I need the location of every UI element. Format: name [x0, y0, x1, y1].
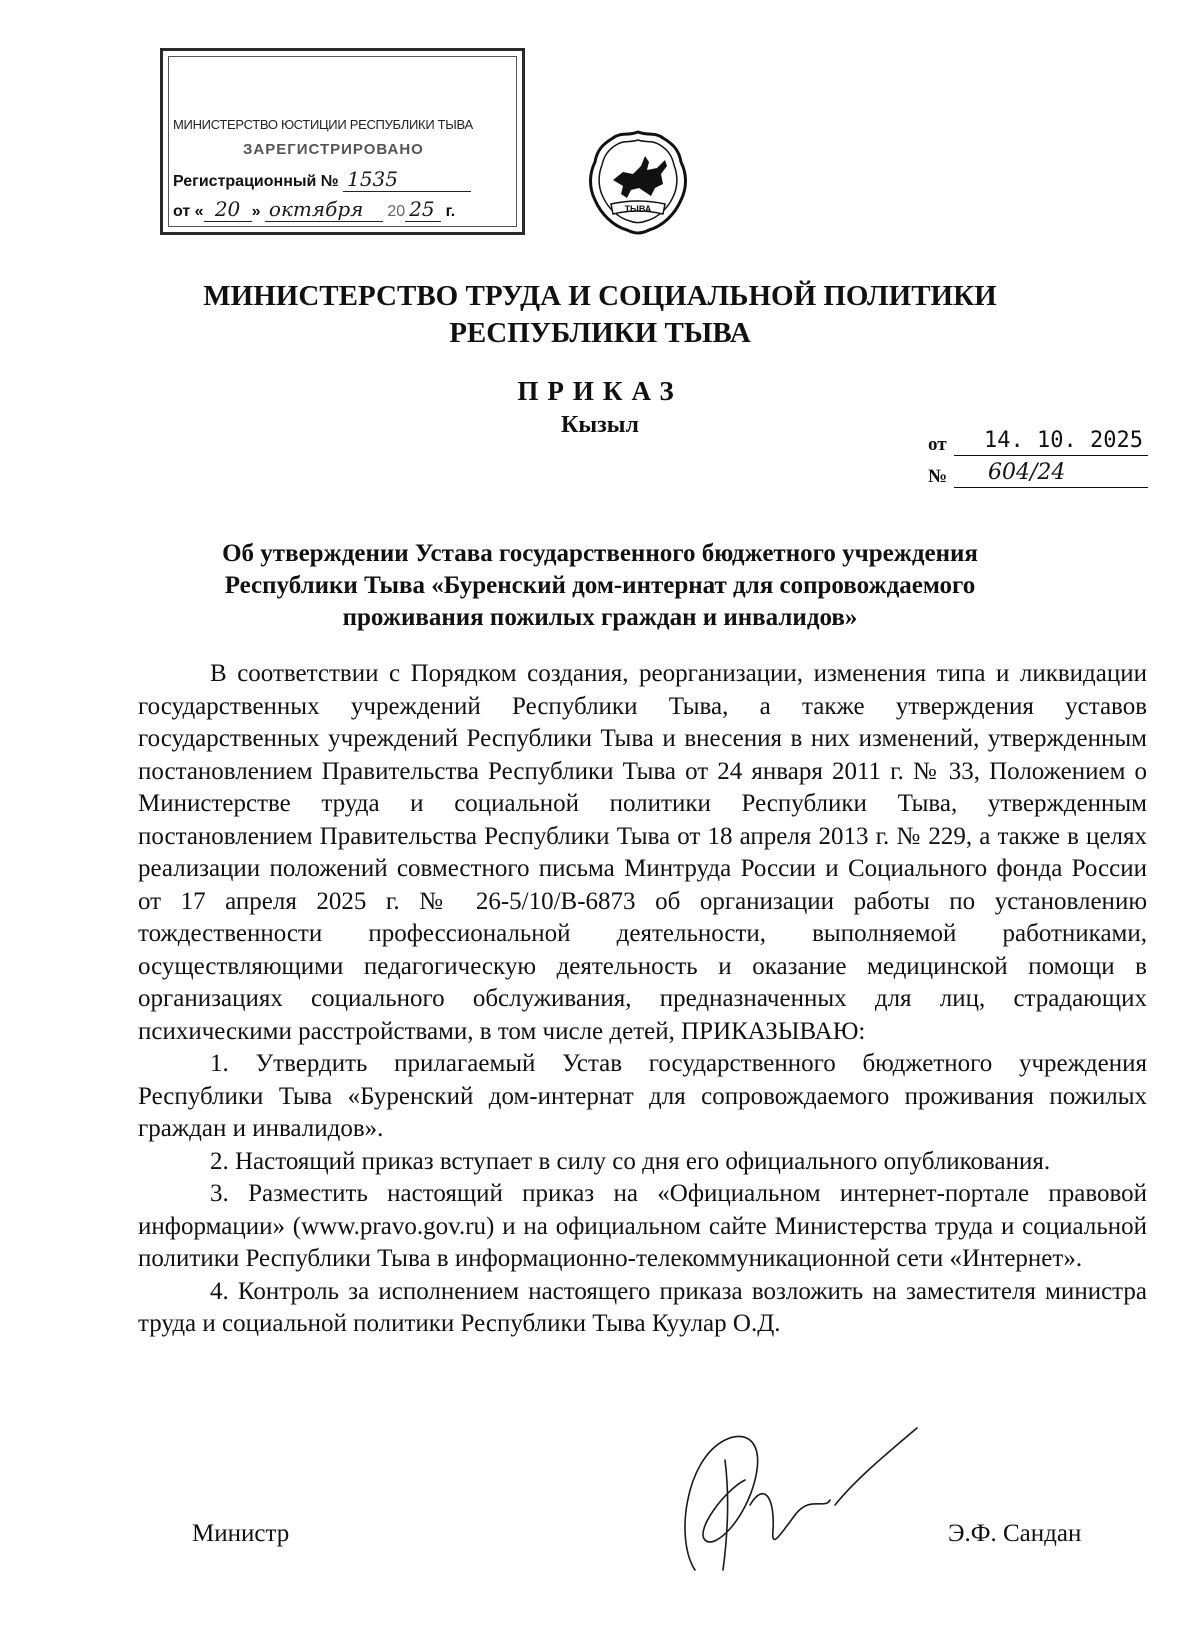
stamp-reg-number: 1535	[343, 167, 471, 192]
ministry-title	[60, 278, 1140, 352]
stamp-date-month: октября	[265, 197, 383, 222]
order-meta	[928, 428, 1148, 492]
body-item-4: 4. Контроль за исполнением настоящего приказа возложить на заместителя министра труда и социальной политики Республики Тыва Куулар О.Д.	[138, 1277, 1147, 1337]
body-item-3: 3. Разместить настоящий приказ на «Официальном интернет-портале правовой информации» (www.pravo.gov.ru) и на официальном сайте Министерства труда и социальной политики Республики Тыва в информационно-телекоммуникационной сети «Интернет».	[138, 1180, 1147, 1272]
stamp-date-year-prefix: 20	[387, 203, 406, 220]
document-type: ПРИКАЗ	[517, 376, 683, 406]
stamp-ministry: МИНИСТЕРСТВО ЮСТИЦИИ РЕСПУБЛИКИ ТЫВА	[173, 117, 473, 132]
stamp-date-year-suffix: 25	[405, 197, 441, 222]
emblem-label: ТЫВА	[624, 204, 652, 214]
stamp-date-day: 20	[204, 197, 252, 222]
order-number-label: №	[928, 466, 948, 487]
order-date-label: от	[928, 434, 947, 455]
tuva-emblem-icon	[583, 128, 693, 238]
body-item-1: 1. Утвердить прилагаемый Устав государственного бюджетного учреждения Республики Тыва «Буренский дом-интернат для сопровождаемого проживания пожилых граждан и инвалидов».	[138, 1050, 1147, 1142]
order-date-row	[928, 428, 1148, 460]
body-preamble: В соответствии с Порядком создания, реорганизации, изменения типа и ликвидации государственных учреждений Республики Тыва, а также утверждения уставов государственных учреждений Республики Тыва и внесения в них изменений, утвержденным постановлением Правительства Республики Тыва от 24 января 2011 г. № 33, Положением о Министерстве труда и социальной политики Республики Тыва, утвержденным постановлением Правительства Республики Тыва от 18 апреля 2013 г. № 229, а также в целях реализации положений совместного письма Минтруда России и Социального фонда России от 17 апреля 2025 г. № 26-5/10/В-6873 об организации работы по установлению тождественности профессиональной деятельности, выполняемой работниками, осуществляющими педагогическую деятельность и оказание медицинской помощи в организациях социального обслуживания, предназначенных для лиц, страдающих психическими расстройствами, в том числе детей, ПРИКАЗЫВАЮ:	[138, 660, 1147, 1045]
stamp-reg-line	[173, 167, 471, 192]
stamp-date-mid: »	[251, 203, 261, 220]
handwritten-signature	[655, 1420, 925, 1580]
order-number-row	[928, 460, 1148, 492]
order-number-value: 604/24	[988, 460, 1066, 485]
document-city: Кызыл	[561, 412, 639, 438]
ministry-title-line1: МИНИСТЕРСТВО ТРУДА И СОЦИАЛЬНОЙ ПОЛИТИКИ	[203, 280, 997, 312]
stamp-date-prefix: от «	[173, 203, 204, 220]
subject-line2: Республики Тыва «Буренский дом-интернат для сопровождаемого	[224, 572, 976, 599]
stamp-date-line	[173, 197, 455, 222]
stamp-reg-label: Регистрационный №	[173, 173, 339, 190]
signatory-title: Министр	[192, 1520, 290, 1547]
order-subject	[60, 538, 1140, 634]
stamp-registered: ЗАРЕГИСТРИРОВАНО	[243, 141, 424, 158]
subject-line3: проживания пожилых граждан и инвалидов»	[342, 604, 858, 631]
stamp-date-end: г.	[445, 203, 456, 220]
ministry-title-line2: РЕСПУБЛИКИ ТЫВА	[449, 317, 751, 349]
body-item-2: 2. Настоящий приказ вступает в силу со дня его официального опубликования.	[210, 1147, 1051, 1175]
signatory-name: Э.Ф. Сандан	[948, 1520, 1082, 1547]
registration-stamp	[160, 48, 525, 235]
subject-line1: Об утверждении Устава государственного бюджетного учреждения	[222, 540, 978, 567]
order-body	[138, 658, 1147, 1341]
order-date-value: 14. 10. 2025	[984, 428, 1143, 453]
